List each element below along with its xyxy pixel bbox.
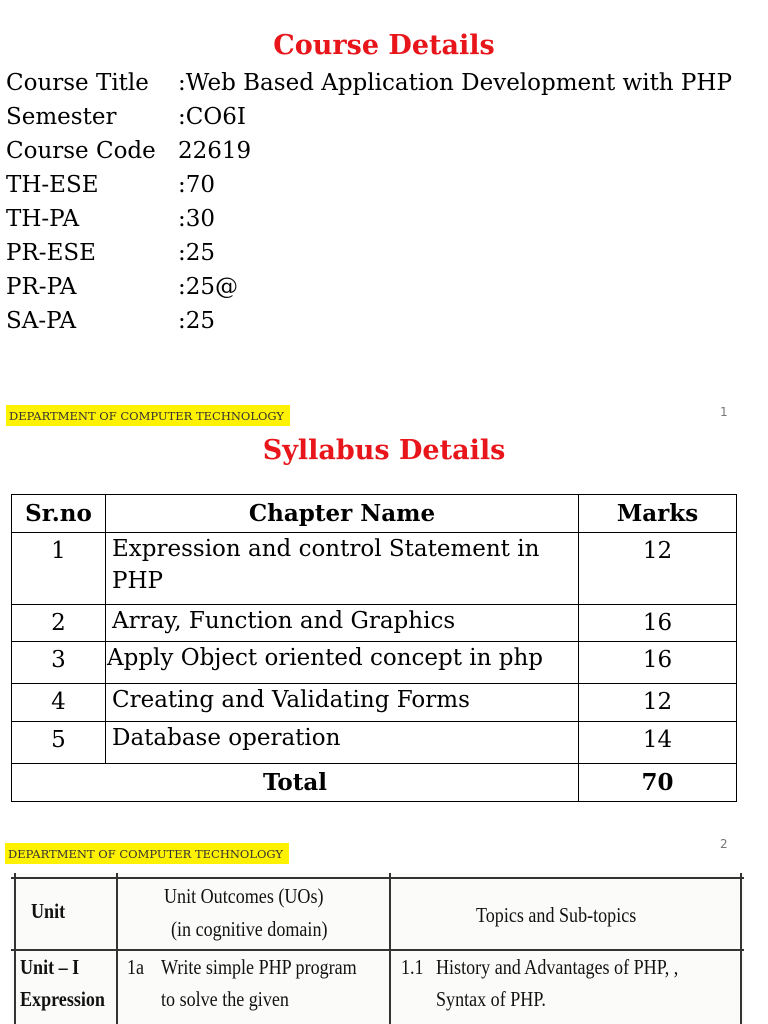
- cell-chapter-name: Creating and Validating Forms: [106, 684, 579, 722]
- detail-value: :70: [178, 172, 216, 198]
- header-outcomes-line2: (in cognitive domain): [171, 917, 328, 941]
- detail-value: :25@: [178, 274, 239, 300]
- cell-marks: 16: [579, 642, 737, 684]
- detail-value: :CO6I: [178, 104, 246, 130]
- detail-value: 22619: [178, 138, 252, 164]
- table-border: [740, 873, 742, 1024]
- table-row: [12, 605, 737, 642]
- page-number: 1: [720, 405, 728, 419]
- cell-marks: 16: [579, 605, 737, 642]
- table-row: [12, 533, 737, 605]
- table-border: [116, 873, 118, 1024]
- cell-sr-no: 3: [12, 642, 106, 684]
- detail-label: Course Code: [6, 138, 156, 164]
- page-number: 2: [720, 837, 728, 851]
- cell-chapter-name: Apply Object oriented concept in php: [106, 642, 579, 684]
- detail-value: :25: [178, 240, 216, 266]
- header-chapter-name: Chapter Name: [106, 495, 579, 533]
- detail-value: :25: [178, 308, 216, 334]
- cell-chapter-name: Expression and control Statement in PHP: [106, 533, 579, 605]
- table-border: [11, 949, 744, 951]
- detail-label: PR-ESE: [6, 240, 96, 266]
- header-unit: Unit: [31, 899, 66, 923]
- outcome-id: 1a: [127, 955, 145, 979]
- topic-line2: Syntax of PHP.: [436, 987, 546, 1011]
- table-border: [389, 873, 391, 1024]
- cell-sr-no: 5: [12, 722, 106, 764]
- detail-label: Course Title: [6, 70, 149, 96]
- total-marks: 70: [579, 764, 737, 802]
- department-label: DEPARTMENT OF COMPUTER TECHNOLOGY: [5, 843, 289, 864]
- cell-marks: 12: [579, 533, 737, 605]
- outcome-line1: Write simple PHP program: [161, 955, 357, 979]
- cell-sr-no: 4: [12, 684, 106, 722]
- detail-label: SA-PA: [6, 308, 77, 334]
- outcome-line2: to solve the given: [161, 987, 289, 1011]
- header-outcomes-line1: Unit Outcomes (UOs): [164, 884, 324, 908]
- detail-label: TH-ESE: [6, 172, 99, 198]
- cell-chapter-name: Database operation: [106, 722, 579, 764]
- syllabus-table: [11, 494, 737, 802]
- cell-sr-no: 1: [12, 533, 106, 605]
- header-marks: Marks: [579, 495, 737, 533]
- detail-label: PR-PA: [6, 274, 77, 300]
- detail-value: :30: [178, 206, 216, 232]
- unit-name-line1: Unit – I: [20, 955, 80, 979]
- cell-sr-no: 2: [12, 605, 106, 642]
- detail-label: Semester: [6, 104, 117, 130]
- topic-line1: History and Advantages of PHP, ,: [436, 955, 679, 979]
- table-row: [12, 642, 737, 684]
- syllabus-details-title: Syllabus Details: [262, 435, 506, 466]
- total-label: Total: [12, 764, 579, 802]
- table-border: [14, 873, 16, 1024]
- detail-label: TH-PA: [6, 206, 80, 232]
- cell-marks: 14: [579, 722, 737, 764]
- table-header-row: [12, 495, 737, 533]
- course-details-title: Course Details: [273, 30, 495, 61]
- table-row: [12, 684, 737, 722]
- detail-value: :Web Based Application Development with PHP: [178, 70, 732, 96]
- cell-marks: 12: [579, 684, 737, 722]
- unit-name-line2: Expression: [20, 987, 105, 1011]
- table-total-row: [12, 764, 737, 802]
- table-border: [11, 877, 744, 879]
- header-topics: Topics and Sub-topics: [476, 903, 637, 927]
- cell-chapter-name: Array, Function and Graphics: [106, 605, 579, 642]
- department-label: DEPARTMENT OF COMPUTER TECHNOLOGY: [6, 405, 290, 426]
- unit-outcome-table-scan: [11, 873, 744, 1024]
- table-row: [12, 722, 737, 764]
- topic-id: 1.1: [401, 955, 424, 979]
- header-sr-no: Sr.no: [12, 495, 106, 533]
